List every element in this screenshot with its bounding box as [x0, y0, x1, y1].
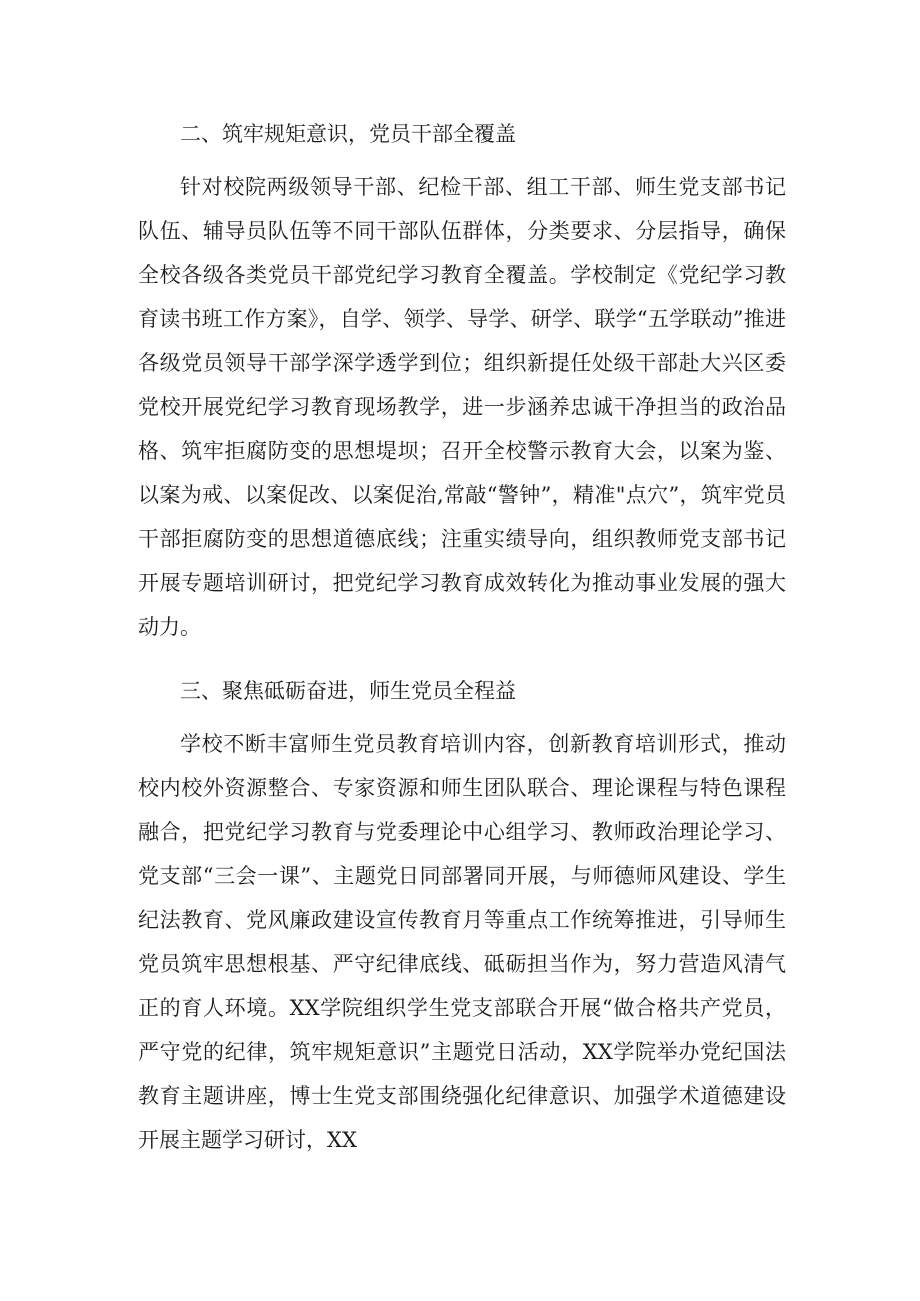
section-2-heading: 二、筑牢规矩意识，党员干部全覆盖	[180, 122, 516, 146]
section-2-paragraph: 针对校院两级领导干部、纪检干部、组工干部、师生党支部书记队伍、辅导员队伍等不同干部队伍群体，分类要求、分层指导，确保全校各级各类党员干部党纪学习教育全覆盖。学校制定《党纪学习教育读书班工作方案》，自学、领学、导学、研学、联学“五学联动”推进各级党员领导干部学深学透学到位；组织新提任处级干部赴大兴区委党校开展党纪学习教育现场教学，进一步涵养忠诚干净担当的政治品格、筑牢拒腐防变的思想堤坝；召开全校警示教育大会，以案为鉴、以案为戒、以案促改、以案促治,常敲“警钟”，精准"点穴”，筑牢党员干部拒腐防变的思想道德底线；注重实绩导向，组织教师党支部书记开展专题培训研讨，把党纪学习教育成效转化为推动事业发展的强大动力。	[138, 175, 786, 639]
section-3-heading: 三、聚焦砥砺奋进，师生党员全程益	[180, 679, 516, 703]
section-3-paragraph: 学校不断丰富师生党员教育培训内容，创新教育培训形式，推动校内校外资源整合、专家资源和师生团队联合、理论课程与特色课程融合，把党纪学习教育与党委理论中心组学习、教师政治理论学习、党支部“三会一课”、主题党日同部署同开展，与师德师风建设、学生纪法教育、党风廉政建设宣传教育月等重点工作统筹推进，引导师生党员筑牢思想根基、严守纪律底线、砥砺担当作为，努力营造风清气正的育人环境。XX学院组织学生党支部联合开展“做合格共产党员，严守党的纪律，筑牢规矩意识”主题党日活动，XX学院举办党纪国法教育主题讲座，博士生党支部围绕强化纪律意识、加强学术道德建设开展主题学习研讨，XX	[138, 732, 786, 1152]
